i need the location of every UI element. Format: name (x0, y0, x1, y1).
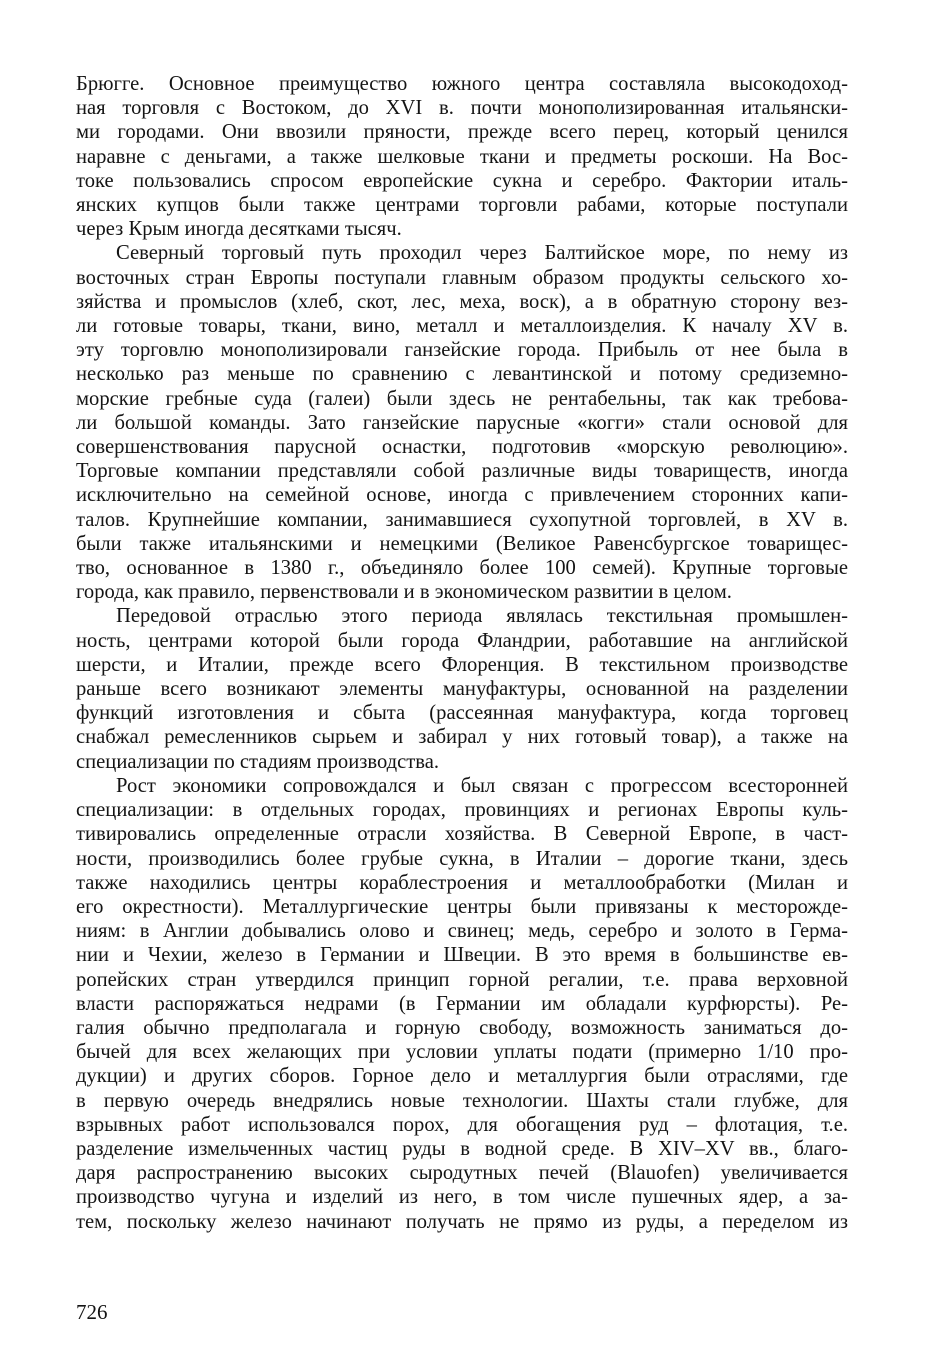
text-line: галия обычно предполагала и горную свободу, возможность заниматься до- (76, 1016, 848, 1039)
text-line: его окрестности). Металлургические центры были привязаны к месторожде- (76, 895, 848, 918)
text-line: раньше всего возникают элементы мануфактуры, основанной на разделении (76, 678, 848, 701)
text-line: токе пользовались спросом европейские сукна и серебро. Фактории италь- (76, 169, 848, 192)
text-line: несколько раз меньше по сравнению с левантинской и потому средиземно- (76, 363, 848, 386)
text-line: бычей для всех желающих при условии уплаты подати (примерно 1/10 про- (76, 1041, 848, 1064)
text-line: Рост экономики сопровождался и был связан с прогрессом всесторонней (116, 774, 848, 797)
text-line: тво, основанное в 1380 г., объединяло более 100 семей). Крупные торговые (76, 557, 848, 580)
text-line: морские гребные суда (галеи) были здесь не рентабельны, так как требова- (76, 387, 848, 410)
text-line: нии и Чехии, железо в Германии и Швеции. В это время в большинстве ев- (76, 944, 848, 967)
text-line: Северный торговый путь проходил через Балтийское море, по нему из (116, 242, 848, 265)
text-line: в первую очередь внедрялись новые технологии. Шахты стали глубже, для (76, 1089, 848, 1112)
text-line: восточных стран Европы поступали главным образом продукты сельского хо- (76, 266, 848, 289)
text-line: специализации: в отдельных городах, провинциях и регионах Европы куль- (76, 799, 848, 822)
page-number: 726 (76, 1300, 108, 1324)
text-line: также находились центры кораблестроения и металлообработки (Милан и (76, 871, 848, 894)
paragraph (76, 241, 848, 604)
text-line: ли большой команды. Зато ганзейские парусные «когги» стали основой для (76, 411, 848, 434)
text-line: производство чугуна и изделий из него, в том числе пушечных ядер, а за- (76, 1186, 848, 1209)
text-line: ная торговля с Востоком, до XVI в. почти монополизированная итальянски- (76, 97, 848, 120)
text-line: янских купцов были также центрами торговли рабами, которые поступали (76, 194, 848, 217)
text-line: шерсти, и Италии, прежде всего Флоренция. В текстильном производстве (76, 653, 848, 676)
text-line: Торговые компании представляли собой различные виды товариществ, иногда (76, 460, 848, 483)
text-line: ли готовые товары, ткани, вино, металл и металлоизделия. К началу XV в. (76, 315, 848, 338)
paragraph (76, 774, 848, 1234)
text-line: Брюгге. Основное преимущество южного центра составляла высокодоход- (76, 73, 848, 95)
text-line: дукции) и других сборов. Горное дело и металлургия были отраслями, где (76, 1065, 848, 1088)
text-line: специализации по стадиям производства. (76, 750, 440, 773)
text-line: снабжал ремесленников сырьем и забирал у них готовый товар), а также на (76, 726, 848, 749)
text-line: Передовой отраслью этого периода являлась текстильная промышлен- (116, 605, 848, 628)
text-line: власти распоряжаться недрами (в Германии им обладали курфюрсты). Ре- (76, 992, 848, 1015)
text-line: наравне с деньгами, а также шелковые ткани и предметы роскоши. На Вос- (76, 145, 848, 168)
text-line: города, как правило, первенствовали и в экономическом развитии в целом. (76, 581, 732, 604)
paragraph (76, 604, 848, 773)
text-line: ности, производились более грубые сукна, в Италии – дорогие ткани, здесь (76, 847, 848, 870)
text-line: ропейских стран утвердился принцип горной регалии, т.е. права верховной (76, 968, 848, 991)
text-line: совершенствования парусной оснастки, подготовив «морскую революцию». (76, 436, 848, 459)
text-line: взрывных работ использовался порох, для обогащения руд – флотация, т.е. (76, 1113, 848, 1136)
text-line: даря распространению высоких сыродутных печей (Blauofen) увеличивается (76, 1162, 848, 1185)
text-line: ниям: в Англии добывались олово и свинец; медь, серебро и золото в Герма- (76, 920, 848, 943)
text-line: эту торговлю монополизировали ганзейские города. Прибыль от нее была в (76, 339, 848, 362)
text-line: разделение измельченных частиц руды в водной среде. В XIV–XV вв., благо- (76, 1137, 848, 1160)
paragraph (76, 72, 848, 241)
text-line: зяйства и промыслов (хлеб, скот, лес, меха, воск), а в обратную сторону вез- (76, 290, 848, 313)
body-text (76, 72, 848, 1234)
text-line: ность, центрами которой были города Фландрии, работавшие на английской (76, 629, 848, 652)
text-line: через Крым иногда десятками тысяч. (76, 218, 402, 241)
text-line: были также итальянскими и немецкими (Великое Равенсбургское товарищес- (76, 532, 848, 555)
text-line: исключительно на семейной основе, иногда с привлечением сторонних капи- (76, 484, 848, 507)
text-line: функций изготовления и сбыта (рассеянная мануфактура, когда торговец (76, 702, 848, 725)
text-line: ми городами. Они ввозили пряности, прежде всего перец, который ценился (76, 121, 848, 144)
text-line: талов. Крупнейшие компании, занимавшиеся сухопутной торговлей, в XV в. (76, 508, 848, 531)
text-line: тивировались определенные отрасли хозяйства. В Северной Европе, в част- (76, 823, 848, 846)
text-line: тем, поскольку железо начинают получать не прямо из руды, а переделом из (76, 1210, 848, 1233)
